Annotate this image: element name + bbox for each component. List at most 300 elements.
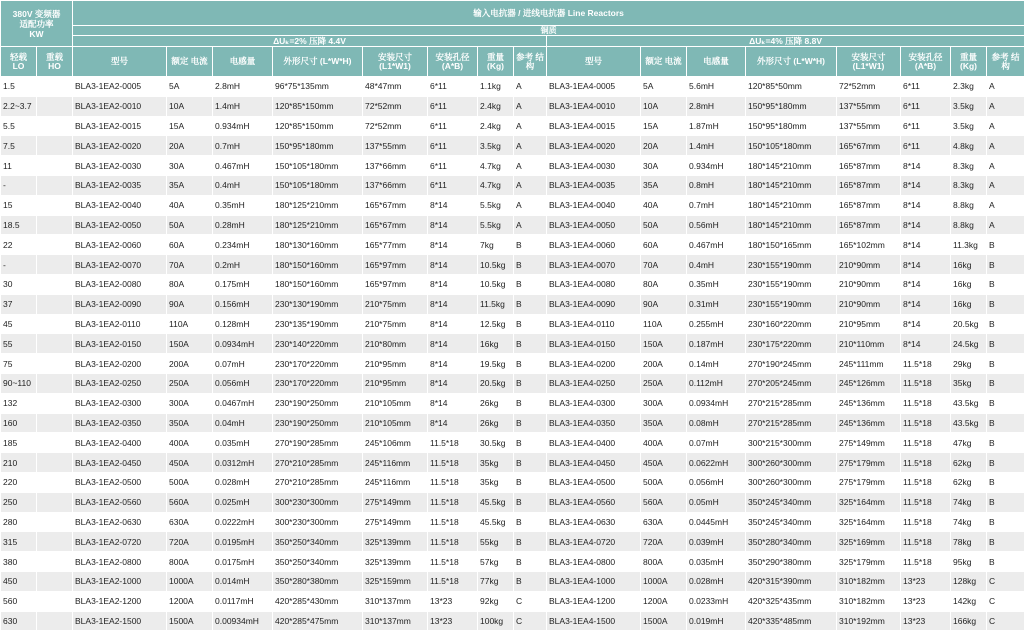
power-ho-cell (37, 294, 73, 314)
table-body (1, 77, 1024, 631)
current-2pct-cell: 60A (167, 235, 213, 255)
current-2pct-cell: 400A (167, 433, 213, 453)
table-row (1, 472, 1024, 492)
dims-4pct-cell: 180*145*210mm (746, 195, 837, 215)
holes-4pct-cell: 6*11 (901, 77, 951, 97)
holes-4pct-cell: 13*23 (901, 611, 951, 631)
inductance-2pct-cell: 0.128mH (213, 314, 273, 334)
inductance-2pct-cell: 0.028mH (213, 472, 273, 492)
current-2pct-cell: 560A (167, 492, 213, 512)
table-row (1, 235, 1024, 255)
holes-4pct-cell: 11.5*18 (901, 472, 951, 492)
inductance-4pct-cell: 0.934mH (687, 156, 746, 176)
mount-4pct-cell: 275*179mm (837, 453, 901, 473)
table-row (1, 195, 1024, 215)
col-header-model: 型号 (73, 47, 167, 77)
weight-2pct-cell: 30.5kg (478, 433, 514, 453)
mount-4pct-cell: 72*52mm (837, 77, 901, 97)
inductance-2pct-cell: 0.234mH (213, 235, 273, 255)
current-2pct-cell: 1200A (167, 591, 213, 611)
current-2pct-cell: 90A (167, 294, 213, 314)
col-header-model: 型号 (547, 47, 641, 77)
inductance-4pct-cell: 0.35mH (687, 274, 746, 294)
power-ho-cell (37, 492, 73, 512)
current-4pct-cell: 30A (641, 156, 687, 176)
weight-2pct-cell: 20.5kg (478, 373, 514, 393)
holes-2pct-cell: 6*11 (428, 175, 478, 195)
dims-2pct-cell: 420*285*430mm (273, 591, 363, 611)
model-4pct-cell: BLA3-1EA4-0720 (547, 532, 641, 552)
dims-4pct-cell: 230*160*220mm (746, 314, 837, 334)
power-ho-cell (37, 552, 73, 572)
ref-2pct-cell: B (514, 453, 547, 473)
ref-2pct-cell: B (514, 274, 547, 294)
mount-4pct-cell: 165*67mm (837, 136, 901, 156)
dims-2pct-cell: 230*140*220mm (273, 334, 363, 354)
mount-2pct-cell: 210*105mm (363, 393, 428, 413)
table-row (1, 611, 1024, 631)
mount-2pct-cell: 245*106mm (363, 433, 428, 453)
mount-2pct-cell: 165*77mm (363, 235, 428, 255)
table-row (1, 532, 1024, 552)
mount-4pct-cell: 275*179mm (837, 472, 901, 492)
weight-4pct-cell: 43.5kg (951, 413, 987, 433)
holes-2pct-cell: 11.5*18 (428, 472, 478, 492)
weight-2pct-cell: 77kg (478, 571, 514, 591)
power-lo-cell: 560 (1, 591, 37, 611)
current-4pct-cell: 630A (641, 512, 687, 532)
current-4pct-cell: 400A (641, 433, 687, 453)
mount-2pct-cell: 325*139mm (363, 532, 428, 552)
power-header (1, 1, 73, 47)
model-4pct-cell: BLA3-1EA4-0030 (547, 156, 641, 176)
power-lo-cell: 280 (1, 512, 37, 532)
table-row (1, 294, 1024, 314)
mount-2pct-cell: 210*80mm (363, 334, 428, 354)
weight-4pct-cell: 74kg (951, 492, 987, 512)
dims-4pct-cell: 150*95*180mm (746, 96, 837, 116)
table-row (1, 314, 1024, 334)
weight-4pct-cell: 166kg (951, 611, 987, 631)
mount-4pct-cell: 325*164mm (837, 512, 901, 532)
dims-2pct-cell: 150*95*180mm (273, 136, 363, 156)
mount-2pct-cell: 210*95mm (363, 373, 428, 393)
holes-2pct-cell: 6*11 (428, 136, 478, 156)
mount-2pct-cell: 165*67mm (363, 195, 428, 215)
ref-2pct-cell: A (514, 156, 547, 176)
current-2pct-cell: 70A (167, 255, 213, 275)
holes-2pct-cell: 8*14 (428, 334, 478, 354)
dims-4pct-cell: 180*150*165mm (746, 235, 837, 255)
dims-2pct-cell: 270*210*285mm (273, 472, 363, 492)
power-ho-cell (37, 77, 73, 97)
dims-2pct-cell: 180*125*210mm (273, 215, 363, 235)
inductance-2pct-cell: 0.025mH (213, 492, 273, 512)
ref-4pct-cell: B (987, 235, 1024, 255)
weight-2pct-cell: 4.7kg (478, 156, 514, 176)
model-2pct-cell: BLA3-1EA2-0400 (73, 433, 167, 453)
mount-4pct-cell: 137*55mm (837, 116, 901, 136)
model-2pct-cell: BLA3-1EA2-0560 (73, 492, 167, 512)
power-lo-cell: 160 (1, 413, 37, 433)
power-lo-cell: 90~110 (1, 373, 37, 393)
current-4pct-cell: 1500A (641, 611, 687, 631)
inductance-4pct-cell: 0.08mH (687, 413, 746, 433)
table-row (1, 334, 1024, 354)
holes-2pct-cell: 8*14 (428, 354, 478, 374)
holes-2pct-cell: 11.5*18 (428, 552, 478, 572)
model-2pct-cell: BLA3-1EA2-0070 (73, 255, 167, 275)
current-4pct-cell: 50A (641, 215, 687, 235)
ref-4pct-cell: B (987, 314, 1024, 334)
weight-2pct-cell: 45.5kg (478, 492, 514, 512)
model-4pct-cell: BLA3-1EA4-0015 (547, 116, 641, 136)
current-4pct-cell: 720A (641, 532, 687, 552)
current-4pct-cell: 1200A (641, 591, 687, 611)
power-ho-cell (37, 314, 73, 334)
mount-2pct-cell: 325*159mm (363, 571, 428, 591)
mount-4pct-cell: 210*90mm (837, 274, 901, 294)
model-2pct-cell: BLA3-1EA2-0300 (73, 393, 167, 413)
main-title: 输入电抗器 / 进线电抗器 Line Reactors (73, 1, 1024, 26)
dims-2pct-cell: 150*105*180mm (273, 175, 363, 195)
dims-2pct-cell: 300*230*300mm (273, 512, 363, 532)
holes-4pct-cell: 6*11 (901, 96, 951, 116)
power-ho-cell (37, 235, 73, 255)
dims-4pct-cell: 300*215*300mm (746, 433, 837, 453)
mount-4pct-cell: 325*169mm (837, 532, 901, 552)
inductance-2pct-cell: 0.04mH (213, 413, 273, 433)
dims-4pct-cell: 420*315*390mm (746, 571, 837, 591)
holes-2pct-cell: 11.5*18 (428, 532, 478, 552)
power-ho-cell (37, 354, 73, 374)
inductance-2pct-cell: 1.4mH (213, 96, 273, 116)
current-2pct-cell: 800A (167, 552, 213, 572)
model-2pct-cell: BLA3-1EA2-0005 (73, 77, 167, 97)
weight-4pct-cell: 47kg (951, 433, 987, 453)
ref-2pct-cell: A (514, 96, 547, 116)
power-lo-cell: 37 (1, 294, 37, 314)
dims-4pct-cell: 350*245*340mm (746, 512, 837, 532)
weight-4pct-cell: 11.3kg (951, 235, 987, 255)
holes-4pct-cell: 8*14 (901, 255, 951, 275)
power-ho-cell (37, 393, 73, 413)
col-header-current: 额定 电流 (167, 47, 213, 77)
table-row (1, 175, 1024, 195)
weight-4pct-cell: 142kg (951, 591, 987, 611)
dims-2pct-cell: 230*170*220mm (273, 373, 363, 393)
ref-4pct-cell: B (987, 294, 1024, 314)
ref-2pct-cell: B (514, 393, 547, 413)
current-2pct-cell: 5A (167, 77, 213, 97)
power-ho-cell (37, 255, 73, 275)
table-row (1, 116, 1024, 136)
model-4pct-cell: BLA3-1EA4-0050 (547, 215, 641, 235)
power-ho-cell (37, 274, 73, 294)
holes-4pct-cell: 11.5*18 (901, 433, 951, 453)
holes-2pct-cell: 8*14 (428, 314, 478, 334)
holes-4pct-cell: 8*14 (901, 195, 951, 215)
weight-2pct-cell: 35kg (478, 472, 514, 492)
mount-4pct-cell: 245*111mm (837, 354, 901, 374)
model-2pct-cell: BLA3-1EA2-0060 (73, 235, 167, 255)
weight-2pct-cell: 26kg (478, 413, 514, 433)
dims-4pct-cell: 230*155*190mm (746, 294, 837, 314)
holes-2pct-cell: 8*14 (428, 195, 478, 215)
power-lo-cell: 315 (1, 532, 37, 552)
weight-2pct-cell: 92kg (478, 591, 514, 611)
power-lo-cell: 45 (1, 314, 37, 334)
power-lo-cell: 1.5 (1, 77, 37, 97)
model-2pct-cell: BLA3-1EA2-0200 (73, 354, 167, 374)
table-row (1, 571, 1024, 591)
holes-4pct-cell: 11.5*18 (901, 512, 951, 532)
weight-2pct-cell: 45.5kg (478, 512, 514, 532)
power-lo-cell: 250 (1, 492, 37, 512)
current-2pct-cell: 35A (167, 175, 213, 195)
current-4pct-cell: 350A (641, 413, 687, 433)
inductance-4pct-cell: 0.0445mH (687, 512, 746, 532)
col-header-mount: 安装尺寸 (L1*W1) (363, 47, 428, 77)
current-4pct-cell: 90A (641, 294, 687, 314)
ref-4pct-cell: B (987, 413, 1024, 433)
holes-2pct-cell: 8*14 (428, 274, 478, 294)
inductance-4pct-cell: 0.7mH (687, 195, 746, 215)
dims-4pct-cell: 270*215*285mm (746, 413, 837, 433)
mount-2pct-cell: 72*52mm (363, 96, 428, 116)
table-row (1, 492, 1024, 512)
power-ho-cell (37, 591, 73, 611)
model-4pct-cell: BLA3-1EA4-0250 (547, 373, 641, 393)
ref-2pct-cell: B (514, 255, 547, 275)
table-row (1, 77, 1024, 97)
power-lo-cell: 18.5 (1, 215, 37, 235)
model-4pct-cell: BLA3-1EA4-0500 (547, 472, 641, 492)
holes-2pct-cell: 8*14 (428, 413, 478, 433)
mount-4pct-cell: 310*182mm (837, 571, 901, 591)
ref-2pct-cell: B (514, 571, 547, 591)
inductance-2pct-cell: 0.0175mH (213, 552, 273, 572)
inductance-4pct-cell: 0.112mH (687, 373, 746, 393)
group1-voltage-drop: ΔUₖ=2% 压降 4.4V (73, 36, 547, 47)
weight-2pct-cell: 2.4kg (478, 96, 514, 116)
inductance-4pct-cell: 0.0622mH (687, 453, 746, 473)
power-ho-cell (37, 136, 73, 156)
inductance-4pct-cell: 0.14mH (687, 354, 746, 374)
power-lo-cell: 630 (1, 611, 37, 631)
mount-2pct-cell: 165*97mm (363, 255, 428, 275)
ref-4pct-cell: B (987, 354, 1024, 374)
mount-4pct-cell: 245*136mm (837, 413, 901, 433)
holes-2pct-cell: 11.5*18 (428, 512, 478, 532)
current-2pct-cell: 10A (167, 96, 213, 116)
dims-2pct-cell: 350*280*380mm (273, 571, 363, 591)
inductance-2pct-cell: 0.156mH (213, 294, 273, 314)
current-4pct-cell: 110A (641, 314, 687, 334)
power-lo-cell: 7.5 (1, 136, 37, 156)
dims-2pct-cell: 96*75*135mm (273, 77, 363, 97)
dims-2pct-cell: 300*230*300mm (273, 492, 363, 512)
power-header-line1: 380V 变频器 (12, 8, 61, 19)
table-row (1, 373, 1024, 393)
model-4pct-cell: BLA3-1EA4-0300 (547, 393, 641, 413)
mount-4pct-cell: 325*179mm (837, 552, 901, 572)
mount-4pct-cell: 210*90mm (837, 294, 901, 314)
power-lo-cell: 22 (1, 235, 37, 255)
holes-4pct-cell: 8*14 (901, 314, 951, 334)
model-4pct-cell: BLA3-1EA4-0350 (547, 413, 641, 433)
col-header-ho: 重载 HO (37, 47, 73, 77)
ref-4pct-cell: B (987, 393, 1024, 413)
power-ho-cell (37, 116, 73, 136)
ref-2pct-cell: B (514, 373, 547, 393)
power-ho-cell (37, 175, 73, 195)
table-row (1, 215, 1024, 235)
weight-4pct-cell: 8.8kg (951, 215, 987, 235)
power-ho-cell (37, 334, 73, 354)
holes-4pct-cell: 6*11 (901, 116, 951, 136)
inductance-2pct-cell: 0.175mH (213, 274, 273, 294)
weight-4pct-cell: 20.5kg (951, 314, 987, 334)
mount-2pct-cell: 210*75mm (363, 314, 428, 334)
dims-4pct-cell: 180*145*210mm (746, 215, 837, 235)
table-row (1, 552, 1024, 572)
holes-2pct-cell: 13*23 (428, 611, 478, 631)
holes-2pct-cell: 6*11 (428, 96, 478, 116)
holes-2pct-cell: 6*11 (428, 156, 478, 176)
table-row (1, 136, 1024, 156)
power-lo-cell: 210 (1, 453, 37, 473)
table-row (1, 274, 1024, 294)
material-header: 铜质 (73, 26, 1024, 36)
mount-4pct-cell: 165*87mm (837, 156, 901, 176)
power-lo-cell: 75 (1, 354, 37, 374)
holes-4pct-cell: 11.5*18 (901, 393, 951, 413)
dims-4pct-cell: 350*290*380mm (746, 552, 837, 572)
ref-4pct-cell: B (987, 492, 1024, 512)
ref-2pct-cell: B (514, 354, 547, 374)
inductance-2pct-cell: 0.0195mH (213, 532, 273, 552)
current-2pct-cell: 150A (167, 334, 213, 354)
power-lo-cell: 30 (1, 274, 37, 294)
weight-4pct-cell: 74kg (951, 512, 987, 532)
dims-2pct-cell: 350*250*340mm (273, 532, 363, 552)
dims-4pct-cell: 420*335*485mm (746, 611, 837, 631)
ref-4pct-cell: A (987, 116, 1024, 136)
weight-4pct-cell: 43.5kg (951, 393, 987, 413)
model-2pct-cell: BLA3-1EA2-0030 (73, 156, 167, 176)
mount-2pct-cell: 325*139mm (363, 552, 428, 572)
ref-2pct-cell: B (514, 552, 547, 572)
dims-2pct-cell: 180*125*210mm (273, 195, 363, 215)
weight-2pct-cell: 26kg (478, 393, 514, 413)
current-4pct-cell: 450A (641, 453, 687, 473)
inductance-2pct-cell: 0.4mH (213, 175, 273, 195)
weight-2pct-cell: 19.5kg (478, 354, 514, 374)
inductance-2pct-cell: 0.035mH (213, 433, 273, 453)
current-2pct-cell: 80A (167, 274, 213, 294)
holes-4pct-cell: 13*23 (901, 591, 951, 611)
dims-2pct-cell: 420*285*475mm (273, 611, 363, 631)
dims-2pct-cell: 180*150*160mm (273, 255, 363, 275)
current-2pct-cell: 250A (167, 373, 213, 393)
dims-4pct-cell: 350*280*340mm (746, 532, 837, 552)
power-lo-cell: 11 (1, 156, 37, 176)
ref-2pct-cell: A (514, 175, 547, 195)
weight-2pct-cell: 12.5kg (478, 314, 514, 334)
current-2pct-cell: 200A (167, 354, 213, 374)
ref-2pct-cell: B (514, 294, 547, 314)
weight-2pct-cell: 1.1kg (478, 77, 514, 97)
current-2pct-cell: 720A (167, 532, 213, 552)
model-2pct-cell: BLA3-1EA2-0110 (73, 314, 167, 334)
inductance-4pct-cell: 1.87mH (687, 116, 746, 136)
current-2pct-cell: 20A (167, 136, 213, 156)
col-header-mount: 安装尺寸 (L1*W1) (837, 47, 901, 77)
current-4pct-cell: 40A (641, 195, 687, 215)
dims-2pct-cell: 270*190*285mm (273, 433, 363, 453)
ref-2pct-cell: B (514, 314, 547, 334)
model-4pct-cell: BLA3-1EA4-0450 (547, 453, 641, 473)
ref-4pct-cell: A (987, 136, 1024, 156)
model-4pct-cell: BLA3-1EA4-0560 (547, 492, 641, 512)
power-lo-cell: 132 (1, 393, 37, 413)
weight-4pct-cell: 62kg (951, 453, 987, 473)
model-4pct-cell: BLA3-1EA4-0630 (547, 512, 641, 532)
current-2pct-cell: 1000A (167, 571, 213, 591)
power-ho-cell (37, 373, 73, 393)
inductance-2pct-cell: 0.056mH (213, 373, 273, 393)
inductance-4pct-cell: 0.019mH (687, 611, 746, 631)
model-4pct-cell: BLA3-1EA4-1500 (547, 611, 641, 631)
holes-4pct-cell: 11.5*18 (901, 413, 951, 433)
ref-2pct-cell: B (514, 334, 547, 354)
current-2pct-cell: 15A (167, 116, 213, 136)
table-row (1, 393, 1024, 413)
ref-2pct-cell: B (514, 492, 547, 512)
inductance-2pct-cell: 0.0222mH (213, 512, 273, 532)
table-row (1, 453, 1024, 473)
ref-4pct-cell: B (987, 552, 1024, 572)
inductance-4pct-cell: 0.028mH (687, 571, 746, 591)
power-lo-cell: 450 (1, 571, 37, 591)
table-row (1, 512, 1024, 532)
mount-2pct-cell: 165*97mm (363, 274, 428, 294)
power-lo-cell: 380 (1, 552, 37, 572)
power-lo-cell: - (1, 255, 37, 275)
mount-2pct-cell: 310*137mm (363, 591, 428, 611)
model-4pct-cell: BLA3-1EA4-0010 (547, 96, 641, 116)
current-2pct-cell: 30A (167, 156, 213, 176)
model-4pct-cell: BLA3-1EA4-0070 (547, 255, 641, 275)
power-ho-cell (37, 413, 73, 433)
ref-4pct-cell: A (987, 215, 1024, 235)
weight-2pct-cell: 100kg (478, 611, 514, 631)
mount-2pct-cell: 137*55mm (363, 136, 428, 156)
holes-2pct-cell: 13*23 (428, 591, 478, 611)
mount-4pct-cell: 165*87mm (837, 215, 901, 235)
mount-2pct-cell: 245*116mm (363, 472, 428, 492)
mount-4pct-cell: 210*95mm (837, 314, 901, 334)
dims-4pct-cell: 300*260*300mm (746, 453, 837, 473)
col-header-dims: 外形尺寸 (L*W*H) (746, 47, 837, 77)
current-4pct-cell: 35A (641, 175, 687, 195)
model-2pct-cell: BLA3-1EA2-0800 (73, 552, 167, 572)
inductance-2pct-cell: 0.014mH (213, 571, 273, 591)
dims-4pct-cell: 270*215*285mm (746, 393, 837, 413)
ref-4pct-cell: B (987, 472, 1024, 492)
model-2pct-cell: BLA3-1EA2-0010 (73, 96, 167, 116)
